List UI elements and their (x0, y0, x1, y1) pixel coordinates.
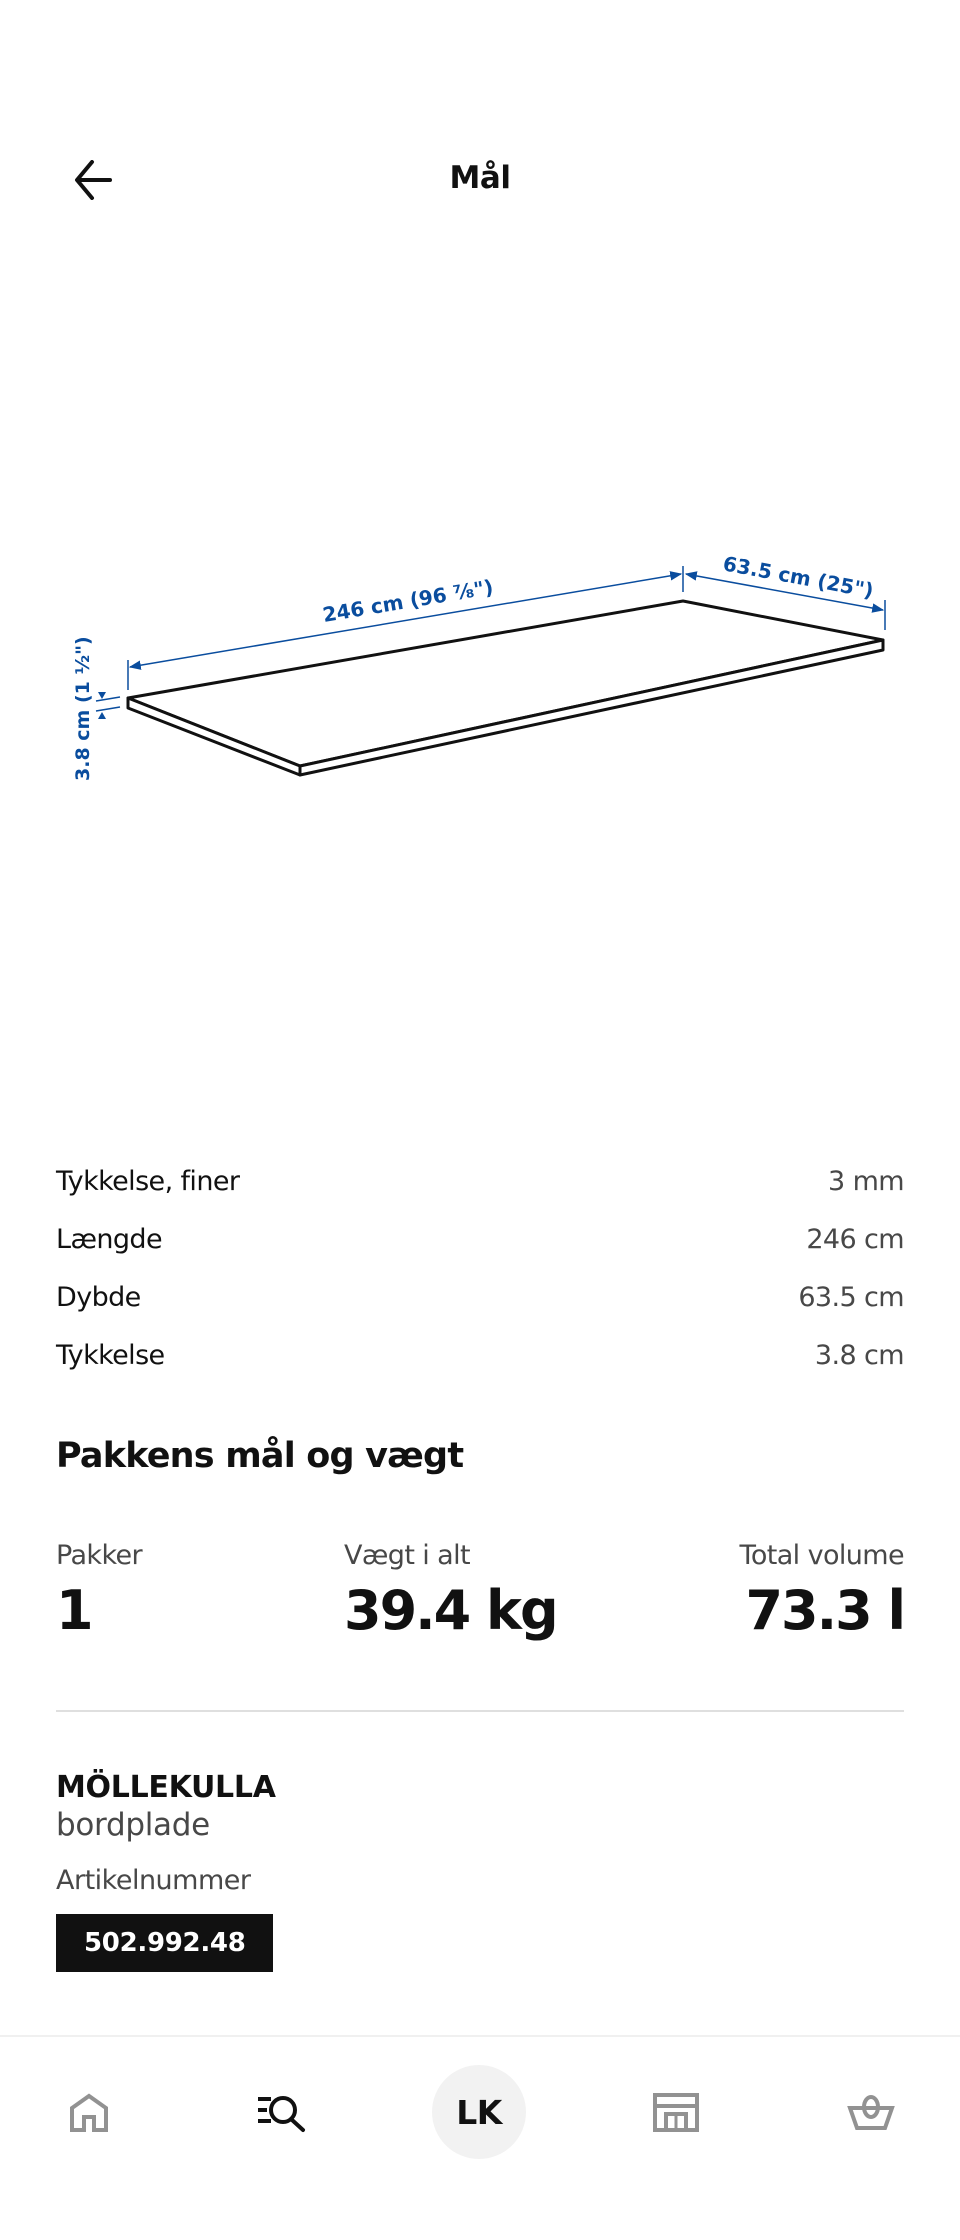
nav-cart[interactable] (823, 2065, 919, 2161)
spec-label: Dybde (56, 1281, 141, 1313)
dimension-specs-list (56, 1152, 904, 1384)
length-dimension-label: 246 cm (96 ⅞") (320, 574, 496, 627)
spec-row-depth (56, 1268, 904, 1326)
avatar-initials: LK (456, 2092, 502, 2132)
page-title: Mål (449, 160, 511, 196)
home-icon (68, 2092, 110, 2134)
article-number-label: Artikelnummer (56, 1865, 251, 1896)
spec-label: Tykkelse, finer (56, 1165, 240, 1197)
spec-row-thickness (56, 1326, 904, 1384)
spec-row-length (56, 1210, 904, 1268)
spec-label: Længde (56, 1223, 162, 1255)
spec-value: 246 cm (806, 1223, 904, 1255)
stat-packages (56, 1540, 142, 1642)
store-icon (652, 2092, 700, 2134)
spec-value: 3.8 cm (814, 1339, 904, 1371)
dimension-diagram (0, 520, 960, 820)
nav-profile-avatar[interactable] (432, 2065, 526, 2159)
stat-label: Pakker (56, 1540, 143, 1571)
top-app-bar (0, 130, 960, 230)
article-number-badge: 502.992.48 (56, 1914, 273, 1972)
search-list-icon (256, 2092, 312, 2134)
stat-total-weight (344, 1540, 557, 1642)
basket-icon (847, 2092, 895, 2134)
product-name: MÖLLEKULLA (56, 1770, 276, 1805)
product-type: bordplade (56, 1807, 210, 1843)
depth-dimension-label: 63.5 cm (25") (721, 551, 876, 603)
stat-label: Total volume (739, 1540, 904, 1571)
spec-value: 3 mm (828, 1165, 904, 1197)
spec-value: 63.5 cm (798, 1281, 904, 1313)
stat-total-volume (740, 1540, 904, 1642)
tabletop-drawing (0, 520, 960, 820)
stat-value: 1 (56, 1579, 92, 1642)
nav-store[interactable] (628, 2065, 724, 2161)
package-stats (56, 1540, 904, 1660)
package-section-title: Pakkens mål og vægt (56, 1436, 464, 1476)
stat-value: 39.4 kg (344, 1579, 557, 1642)
stat-value: 73.3 l (745, 1579, 904, 1642)
nav-search[interactable] (236, 2065, 332, 2161)
bottom-navigation (0, 2035, 960, 2240)
nav-home[interactable] (41, 2065, 137, 2161)
thickness-dimension-label: 3.8 cm (1 ½") (72, 636, 94, 781)
product-info (56, 1770, 276, 1972)
spec-row-veneer-thickness (56, 1152, 904, 1210)
spec-label: Tykkelse (56, 1339, 165, 1371)
section-divider (56, 1710, 904, 1712)
stat-label: Vægt i alt (344, 1540, 471, 1571)
